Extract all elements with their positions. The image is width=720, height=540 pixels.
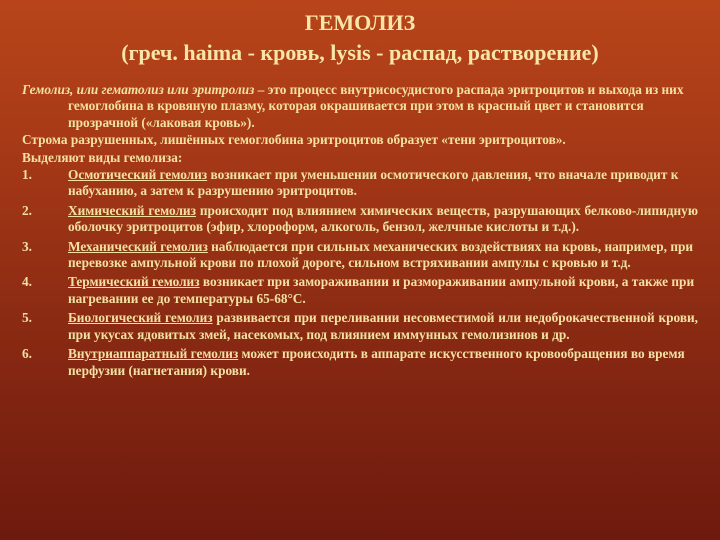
list-item-term: Термический гемолиз: [68, 274, 200, 290]
list-item-text: наблюдается при сильных механических воздействиях на кровь, например, при перевозке ампульной крови по плохой дороге, сильном встряхивании ампулы с кровью и т.д.: [68, 238, 694, 271]
list-item-text: может происходить в аппарате искусственного кровообращения во время перфузии (нагнетания) крови.: [68, 346, 685, 378]
intro-paragraph: [22, 82, 698, 131]
list-item-term: Внутриаппаратный гемолиз: [68, 346, 239, 362]
list-item: [22, 274, 698, 307]
stroma-paragraph: Строма разрушенных, лишённых гемоглобина эритроцитов образует «тени эритроцитов».: [22, 132, 566, 148]
list-item-number: 4.: [22, 274, 32, 290]
list-item-text: происходит под влиянием химических веществ, разрушающих белково-липидную оболочку эритроцитов (эфир, хлороформ, алкоголь, бензол, желчные кислоты и т.д.).: [68, 202, 698, 235]
list-item-number: 5.: [22, 310, 32, 326]
intro-lead: Гемолиз, или гематолиз или эритролиз: [22, 82, 255, 97]
list-item-term: Осмотический гемолиз: [68, 167, 208, 183]
list-item-text: развивается при переливании несовместимой или недоброкачественной крови, при укусах ядовитых змей, насекомых, под влиянием иммунных гемолизинов и др.: [68, 310, 698, 342]
title-main: ГЕМОЛИЗ: [304, 10, 416, 35]
list-item-term: Механический гемолиз: [68, 238, 208, 254]
list-item: [22, 346, 698, 379]
intro-rest: – это процесс внутрисосудистого распада эритроцитов и выхода из них гемоглобина в кровяную плазму, которая окрашивается при этом в красный цвет и становится прозрачной («лаковая кровь»).: [68, 82, 684, 130]
slide-title: [22, 8, 698, 68]
slide-body: [22, 82, 698, 379]
types-heading: Выделяют виды гемолиза:: [22, 149, 183, 165]
list-item: [22, 239, 698, 272]
title-subtitle: (греч. haima - кровь, lysis - распад, растворение): [121, 40, 599, 65]
list-item-number: 6.: [22, 346, 32, 362]
list-item-text: возникает при замораживании и размораживании ампульной крови, а также при нагревании ее до температуры 65-68°С.: [68, 274, 695, 306]
list-item-number: 3.: [22, 238, 32, 254]
list-item-text: возникает при уменьшении осмотического давления, что вначале приводит к набуханию, а затем к разрушению эритроцитов.: [68, 167, 679, 199]
list-item: [22, 310, 698, 343]
list-item-term: Химический гемолиз: [68, 202, 196, 218]
list-item-number: 1.: [22, 167, 32, 183]
list-item: [22, 203, 698, 236]
list-item-term: Биологический гемолиз: [68, 310, 213, 326]
list-item: [22, 167, 698, 200]
types-list: [22, 167, 698, 379]
list-item-number: 2.: [22, 202, 32, 218]
